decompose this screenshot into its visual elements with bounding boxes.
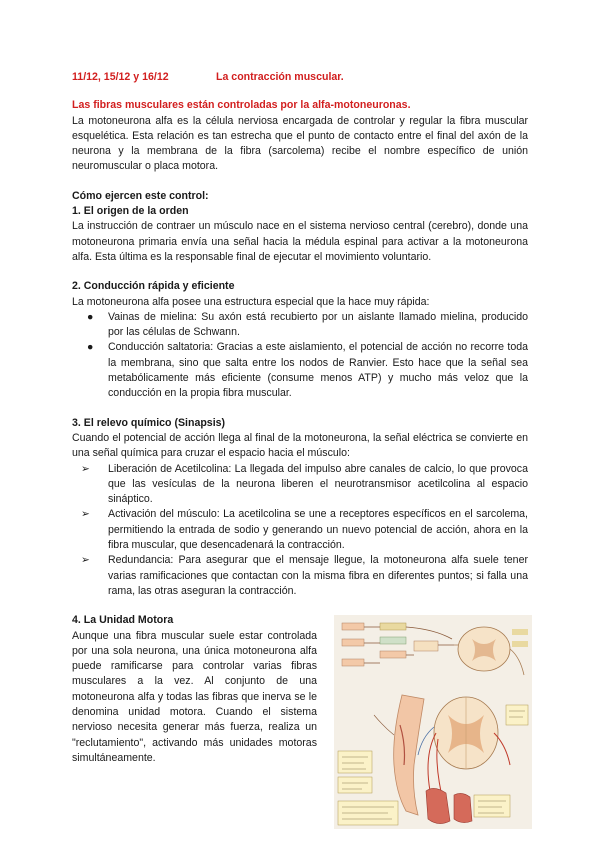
document-page	[72, 70, 528, 829]
header-dates: 11/12, 15/12 y 16/12	[72, 71, 169, 83]
section-1-text: La instrucción de contraer un músculo nace en el sistema nervioso central (cerebro), donde una motoneurona primaria envía una señal hacia la médula espinal para activar a la motoneurona alfa. Esta última es la responsable final de ejecutar el movimiento voluntario.	[72, 220, 528, 263]
section-3-text: Cuando el potencial de acción llega al final de la motoneurona, la señal eléctrica se convierte en una señal química para cruzar el espacio hacia el músculo:	[72, 431, 528, 460]
arrow-icon: ➢	[81, 508, 90, 521]
section-2-heading: 2. Conducción rápida y eficiente	[72, 280, 235, 293]
arrow-icon: ➢	[81, 554, 90, 567]
section-2-text: La motoneurona alfa posee una estructura especial que la hace muy rápida:	[72, 295, 430, 308]
control-heading: Cómo ejercen este control:	[72, 189, 209, 202]
bullet-icon: ●	[87, 341, 94, 354]
list-item: ➢ Activación del músculo: La acetilcolina se une a receptores específicos en el sarcolema, permitiendo la entrada de sodio y generando un nuevo potencial de acción, ahora en la fibra muscular, que desencadenará la contracción.	[81, 508, 528, 552]
header-title: La contracción muscular.	[216, 71, 344, 83]
arrow-icon: ➢	[81, 462, 90, 475]
list-item: ● Conducción saltatoria: Gracias a este aislamiento, el potencial de acción no recorre toda la membrana, sino que salta entre los nodos de Ranvier. Esto hace que la señal sea metabólicamente más eficiente (consume menos ATP) y mucho más veloz que la conducción en la propia fibra muscular.	[87, 341, 528, 400]
section-4-text: Aunque una fibra muscular suele estar controlada por una sola neurona, una única motoneurona alfa puede ramificarse para controlar varias fibras musculares a la vez. Al conjunto de una motoneurona alfa y todas las fibras que inerva se le denomina unidad motora. Cuando el sistema nervioso necesita generar más fuerza, realiza un "reclutamiento", activando más unidades motoras simultáneamente.	[72, 629, 317, 764]
subtitle: Las fibras musculares están controladas por la alfa-motoneuronas.	[72, 99, 411, 112]
section-4	[72, 613, 528, 829]
bullet-icon: ●	[87, 310, 94, 323]
section-2-list	[72, 310, 528, 402]
header	[72, 70, 528, 85]
section-3-heading: 3. El relevo químico (Sinapsis)	[72, 416, 226, 429]
section-3-list	[72, 462, 528, 600]
list-item: ● Vainas de mielina: Su axón está recubierto por un aislante llamado mielina, producido por las células de Schwann.	[87, 310, 528, 339]
section-4-heading: 4. La Unidad Motora	[72, 614, 174, 627]
list-item: ➢ Redundancia: Para asegurar que el mensaje llegue, la motoneurona alfa suele tener varias ramificaciones que contactan con la misma fibra en diferentes puntos; si falla una rama, las otras aseguran la contracción.	[81, 554, 528, 597]
list-item: ➢ Liberación de Acetilcolina: La llegada del impulso abre canales de calcio, lo que provoca que las vesículas de la neurona liberen el neurotransmisor acetilcolina al espacio sináptico.	[81, 462, 528, 506]
motor-unit-diagram	[334, 615, 532, 829]
section-1-heading: 1. El origen de la orden	[72, 205, 189, 218]
intro-paragraph: La motoneurona alfa es la célula nerviosa encargada de controlar y regular la fibra muscular esquelética. Esta relación es tan estrecha que el punto de contacto entre el final del axón de la neurona y la membrana de la fibra (sarcolema) recibe el nombre específico de unión neuromuscular o placa motora.	[72, 114, 528, 173]
